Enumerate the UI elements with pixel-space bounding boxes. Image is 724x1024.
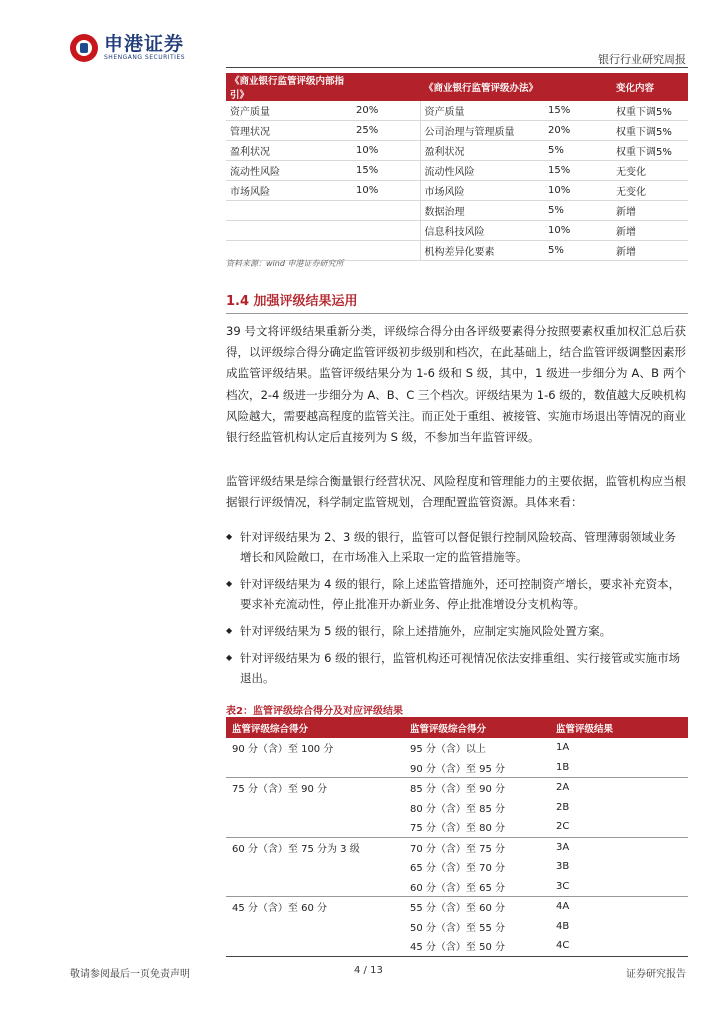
table-header-cell: 监管评级综合得分 bbox=[226, 717, 404, 738]
bullet-list bbox=[226, 527, 686, 695]
table-cell bbox=[226, 758, 404, 778]
table-cell: 资产质量 bbox=[420, 101, 544, 121]
table-header-cell bbox=[352, 73, 420, 101]
table-row bbox=[226, 161, 688, 181]
table-cell: 3C bbox=[556, 880, 570, 892]
table-cell: 盈利状况 bbox=[226, 141, 352, 161]
table-row bbox=[226, 897, 688, 917]
table-cell: 10% bbox=[352, 141, 420, 161]
table-cell bbox=[226, 798, 404, 818]
table-cell: 权重下调5% bbox=[612, 101, 688, 121]
bullet-item: ◆ 针对评级结果为 6 级的银行，监管机构还可视情况依法安排重组、实行接管或实施市场退出。 bbox=[226, 648, 686, 688]
table-cell: 45 分（含）至 50 分 bbox=[404, 936, 550, 956]
table-row bbox=[226, 798, 688, 818]
table-cell: 70 分（含）至 75 分 bbox=[404, 837, 550, 857]
table-cell: 1B bbox=[556, 761, 570, 773]
table-cell: 新增 bbox=[612, 221, 688, 241]
table-cell: 信息科技风险 bbox=[420, 221, 544, 241]
table-cell: 5% bbox=[544, 141, 612, 161]
table-header-cell bbox=[544, 73, 612, 101]
table-cell bbox=[352, 201, 420, 221]
table-cell: 新增 bbox=[612, 201, 688, 221]
table-cell: 5% bbox=[544, 241, 612, 261]
weight-comparison-table bbox=[226, 73, 688, 261]
paragraph: 39 号文将评级结果重新分类，评级综合得分由各评级要素得分按照要素权重加权汇总后获得，以评级综合得分确定监管评级初步级别和档次，在此基础上，结合监管评级调整因素形成监管评级结果。监管评级结果分为 1-6 级和 S 级，其中，1 级进一步细分为 A、B 两个档次，2-4 级进一步细分为 A、B、C 三个档次。评级结果为 1-6 级的，数值越大反映机构风险越大，需要越高程度的监管关注。而正处于重组、被接管、实施市场退出等情况的商业银行经监管机构认定后直接列为 S 级，不参加当年监管评级。 bbox=[226, 324, 686, 445]
bullet-item: ◆ 针对评级结果为 4 级的银行，除上述监管措施外，还可控制资产增长，要求补充资本，要求补充流动性，停止批准开办新业务、停止批准增设分支机构等。 bbox=[226, 574, 686, 614]
table-header-cell: 《商业银行监管评级内部指引》 bbox=[226, 73, 352, 101]
table-row bbox=[226, 738, 688, 758]
bullet-item: ◆ 针对评级结果为 5 级的银行，除上述措施外，应制定实施风险处置方案。 bbox=[226, 621, 686, 641]
table-cell: 3A bbox=[550, 837, 688, 857]
table-cell: 管理状况 bbox=[226, 121, 352, 141]
table-cell: 4B bbox=[556, 920, 570, 932]
table-cell: 5% bbox=[544, 201, 612, 221]
table-cell: 50 分（含）至 55 分 bbox=[410, 922, 505, 934]
table-cell: 2B bbox=[556, 801, 570, 813]
table-row bbox=[226, 201, 688, 221]
table-cell: 45 分（含）至 60 分 bbox=[226, 897, 404, 917]
footer-doc-type: 证券研究报告 bbox=[626, 969, 686, 980]
table-cell: 85 分（含）至 90 分 bbox=[404, 778, 550, 798]
table-cell: 流动性风险 bbox=[226, 161, 352, 181]
table-header-cell: 监管评级结果 bbox=[550, 717, 688, 738]
table-cell: 资产质量 bbox=[226, 101, 352, 121]
table-cell: 机构差异化要素 bbox=[420, 241, 544, 261]
table-cell: 1A bbox=[556, 742, 570, 754]
table-row bbox=[226, 877, 688, 897]
table-header-row bbox=[226, 717, 688, 738]
table-row bbox=[226, 121, 688, 141]
brand-name-en: SHENGANG SECURITIES bbox=[104, 54, 186, 61]
table-cell: 75 分（含）至 90 分 bbox=[226, 778, 404, 798]
table-row bbox=[226, 101, 688, 121]
table-row bbox=[226, 181, 688, 201]
table-cell: 权重下调5% bbox=[612, 141, 688, 161]
paragraph: 监管评级结果是综合衡量银行经营状况、风险程度和管理能力的主要依据，监管机构应当根据银行评级情况，科学制定监管规划，合理配置监管资源。具体来看： bbox=[226, 474, 686, 510]
section-title: 1.4 加强评级结果运用 bbox=[226, 294, 358, 309]
table-cell: 市场风险 bbox=[226, 181, 352, 201]
table-cell: 75 分（含）至 80 分 bbox=[410, 823, 505, 835]
table-row bbox=[226, 778, 688, 798]
table-header-cell: 变化内容 bbox=[612, 73, 688, 101]
table-cell bbox=[226, 877, 404, 897]
table-cell: 新增 bbox=[612, 241, 688, 261]
table-cell bbox=[226, 221, 352, 241]
table-header-cell: 《商业银行监管评级办法》 bbox=[420, 73, 544, 101]
table-cell: 市场风险 bbox=[420, 181, 544, 201]
table-cell bbox=[226, 936, 404, 956]
table-cell: 90 分（含）至 95 分 bbox=[410, 763, 505, 775]
table-cell bbox=[352, 241, 420, 261]
table-cell: 15% bbox=[352, 161, 420, 181]
table-source: 资料来源：wind 申港证券研究所 bbox=[226, 259, 344, 268]
header-divider bbox=[226, 67, 688, 68]
table-cell: 20% bbox=[544, 121, 612, 141]
table-cell: 55 分（含）至 60 分 bbox=[404, 897, 550, 917]
table-cell: 3B bbox=[556, 861, 570, 873]
table-cell: 25% bbox=[352, 121, 420, 141]
table-row bbox=[226, 141, 688, 161]
table-cell bbox=[226, 917, 404, 937]
table-header-cell: 监管评级综合得分 bbox=[404, 717, 550, 738]
table-cell: 2A bbox=[550, 778, 688, 798]
table-cell: 无变化 bbox=[612, 181, 688, 201]
brand-logo bbox=[70, 34, 185, 62]
table-cell: 公司治理与管理质量 bbox=[420, 121, 544, 141]
table-row bbox=[226, 917, 688, 937]
table-cell: 2C bbox=[556, 821, 570, 833]
logo-icon bbox=[70, 34, 98, 62]
table-cell: 15% bbox=[544, 101, 612, 121]
table-cell: 盈利状况 bbox=[420, 141, 544, 161]
table-cell bbox=[226, 857, 404, 877]
table-cell: 无变化 bbox=[612, 161, 688, 181]
table-cell bbox=[352, 221, 420, 241]
section-divider bbox=[226, 313, 688, 314]
table-row bbox=[226, 758, 688, 778]
table-row bbox=[226, 936, 688, 956]
table-cell: 权重下调5% bbox=[612, 121, 688, 141]
report-type: 银行行业研究周报 bbox=[598, 53, 686, 66]
rating-score-table bbox=[226, 717, 688, 957]
table-cell: 流动性风险 bbox=[420, 161, 544, 181]
table-cell: 20% bbox=[352, 101, 420, 121]
table-cell: 15% bbox=[544, 161, 612, 181]
table-cell bbox=[226, 817, 404, 837]
table-cell: 90 分（含）至 100 分 bbox=[232, 744, 334, 756]
table-cell: 60 分（含）至 65 分 bbox=[410, 882, 505, 894]
table-cell: 10% bbox=[544, 181, 612, 201]
table-cell: 10% bbox=[544, 221, 612, 241]
table-caption: 表2：监管评级综合得分及对应评级结果 bbox=[226, 706, 403, 717]
table-row bbox=[226, 837, 688, 857]
table-cell: 65 分（含）至 70 分 bbox=[410, 863, 505, 875]
table-row bbox=[226, 817, 688, 837]
table-row bbox=[226, 221, 688, 241]
table-cell: 10% bbox=[352, 181, 420, 201]
table-cell bbox=[226, 201, 352, 221]
footer-disclaimer: 敬请参阅最后一页免责声明 bbox=[70, 969, 190, 980]
table-header-row bbox=[226, 73, 688, 101]
table-cell: 4C bbox=[550, 936, 688, 956]
table-row bbox=[226, 857, 688, 877]
table-cell: 数据治理 bbox=[420, 201, 544, 221]
bullet-item: ◆ 针对评级结果为 2、3 级的银行，监管可以督促银行控制风险较高、管理薄弱领域业务增长和风险敞口，在市场准入上采取一定的监管措施等。 bbox=[226, 527, 686, 567]
page-number: 4 / 13 bbox=[354, 965, 383, 976]
table-cell: 4A bbox=[550, 897, 688, 917]
table-cell: 80 分（含）至 85 分 bbox=[410, 803, 505, 815]
brand-name-cn: 申港证券 bbox=[104, 33, 185, 55]
table-cell: 95 分（含）以上 bbox=[410, 744, 486, 756]
table-cell: 60 分（含）至 75 分为 3 级 bbox=[226, 837, 404, 857]
